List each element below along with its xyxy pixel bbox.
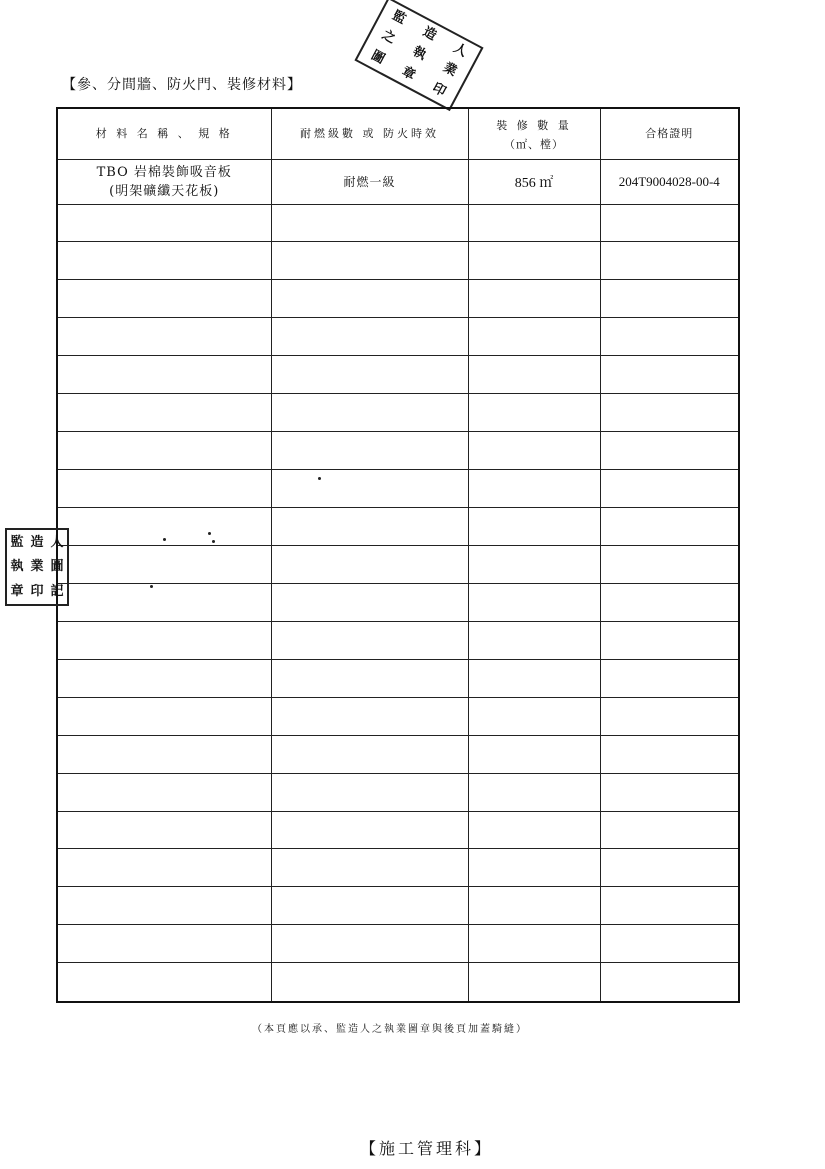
table-cell-empty [468, 659, 600, 697]
table-cell-empty [58, 735, 271, 773]
table-cell-empty [468, 394, 600, 432]
bottom-stamp-text: 施工管理科 [379, 1139, 475, 1158]
table-row [58, 849, 738, 887]
table-row [58, 735, 738, 773]
cell-quantity: 856 ㎡ [468, 159, 600, 204]
table-cell-empty [468, 773, 600, 811]
table-row [58, 470, 738, 508]
table-cell-empty [600, 318, 738, 356]
table-cell-empty [271, 621, 468, 659]
table-row [58, 508, 738, 546]
table-cell-empty [600, 432, 738, 470]
table-cell-empty [58, 849, 271, 887]
table-cell-empty [271, 811, 468, 849]
cell-certificate: 204T9004028-00-4 [600, 159, 738, 204]
table-header-row [58, 109, 738, 159]
section-title: 【參、分間牆、防火門、裝修材料】 [62, 77, 302, 93]
table-cell-empty [271, 318, 468, 356]
table-cell-empty [600, 849, 738, 887]
header-rating: 耐燃級數 或 防火時效 [271, 109, 468, 159]
table-row [58, 394, 738, 432]
table-cell-empty [58, 773, 271, 811]
table-cell-empty [600, 545, 738, 583]
materials-table [56, 107, 740, 1003]
table-cell-empty [58, 432, 271, 470]
table-cell-empty [600, 394, 738, 432]
table-cell-empty [58, 470, 271, 508]
table-cell-empty [468, 925, 600, 963]
seal-char: 圖 [368, 48, 388, 68]
table-cell-empty [468, 508, 600, 546]
seal-char: 印 [429, 80, 449, 100]
seal-char: 造 [30, 534, 44, 550]
seal-char: 監 [389, 8, 409, 28]
seal-char: 人 [450, 40, 470, 60]
seal-char: 記 [50, 584, 64, 600]
table-cell-empty [468, 621, 600, 659]
table-row [58, 159, 738, 204]
table-cell-empty [468, 545, 600, 583]
table-cell-empty [271, 849, 468, 887]
scan-speck [208, 532, 211, 535]
table-row [58, 356, 738, 394]
seal-stamp-top [354, 0, 483, 111]
table-cell-empty [600, 583, 738, 621]
table-cell-empty [271, 925, 468, 963]
table-cell-empty [271, 470, 468, 508]
table-cell-empty [468, 432, 600, 470]
table-cell-empty [271, 204, 468, 242]
table-cell-empty [271, 773, 468, 811]
seal-char: 監 [10, 534, 24, 550]
table-row [58, 697, 738, 735]
table-cell-empty [271, 583, 468, 621]
table-cell-empty [600, 659, 738, 697]
table-cell-empty [468, 318, 600, 356]
bracket-left: 【 [360, 1139, 380, 1158]
table-row [58, 887, 738, 925]
table-cell-empty [271, 394, 468, 432]
table-cell-empty [271, 545, 468, 583]
seal-char: 執 [409, 44, 429, 64]
table-cell-empty [271, 356, 468, 394]
table-row [58, 773, 738, 811]
table-row [58, 545, 738, 583]
table-cell-empty [271, 659, 468, 697]
table-cell-empty [600, 887, 738, 925]
table-cell-empty [58, 280, 271, 318]
table-cell-empty [58, 318, 271, 356]
bottom-stamp [360, 1136, 493, 1159]
table-cell-empty [468, 242, 600, 280]
table-cell-empty [600, 242, 738, 280]
cell-rating: 耐燃一級 [271, 159, 468, 204]
table-cell-empty [271, 697, 468, 735]
table-cell-empty [58, 242, 271, 280]
table-cell-empty [468, 811, 600, 849]
seal-char: 業 [30, 559, 44, 575]
table-cell-empty [58, 811, 271, 849]
seal-char: 之 [379, 28, 398, 48]
seal-char: 章 [10, 584, 24, 600]
table-cell-empty [271, 432, 468, 470]
header-quantity [468, 109, 600, 159]
scan-speck [150, 585, 153, 588]
table-row [58, 242, 738, 280]
table-cell-empty [271, 508, 468, 546]
table-cell-empty [58, 204, 271, 242]
table-cell-empty [468, 887, 600, 925]
table-row [58, 432, 738, 470]
table-row [58, 280, 738, 318]
table-cell-empty [600, 963, 738, 1001]
table-cell-empty [58, 925, 271, 963]
header-certificate: 合格證明 [600, 109, 738, 159]
table-row [58, 925, 738, 963]
table-cell-empty [58, 963, 271, 1001]
seal-char: 章 [399, 64, 418, 84]
header-quantity-unit: （㎡、樘） [504, 137, 564, 151]
table-cell-empty [58, 697, 271, 735]
table-cell-empty [58, 659, 271, 697]
table-cell-empty [468, 470, 600, 508]
table-row [58, 204, 738, 242]
table-cell-empty [600, 470, 738, 508]
table-cell-empty [600, 280, 738, 318]
table-cell-empty [600, 621, 738, 659]
table-cell-empty [468, 849, 600, 887]
table-cell-empty [468, 356, 600, 394]
table-row [58, 583, 738, 621]
table-cell-empty [58, 394, 271, 432]
table-cell-empty [600, 697, 738, 735]
table-cell-empty [271, 963, 468, 1001]
header-material-name: 材 料 名 稱 、 規 格 [58, 109, 271, 159]
seal-char: 執 [10, 559, 24, 575]
table-cell-empty [600, 773, 738, 811]
material-name-line2: (明架礦纖天花板) [109, 183, 220, 199]
cell-material-name [58, 159, 271, 204]
scan-speck [212, 540, 215, 543]
material-name-line1: TBO 岩棉裝飾吸音板 [96, 164, 232, 180]
table-cell-empty [600, 925, 738, 963]
header-quantity-label: 裝 修 數 量 [496, 118, 572, 132]
footnote: （本頁應以承、監造人之執業圖章與後頁加蓋騎縫） [252, 1024, 528, 1035]
table-cell-empty [271, 280, 468, 318]
seal-char: 印 [30, 584, 44, 600]
table-row [58, 963, 738, 1001]
table-cell-empty [600, 811, 738, 849]
table-cell-empty [600, 356, 738, 394]
seal-char: 圖 [50, 559, 64, 575]
table-cell-empty [468, 697, 600, 735]
scan-speck [163, 538, 166, 541]
table-cell-empty [468, 735, 600, 773]
table-cell-empty [58, 887, 271, 925]
bracket-right: 】 [474, 1139, 494, 1158]
table-row [58, 621, 738, 659]
table-cell-empty [58, 356, 271, 394]
seal-stamp-left [5, 528, 69, 606]
scan-speck [318, 477, 321, 480]
table-row [58, 318, 738, 356]
table-row [58, 659, 738, 697]
table-cell-empty [468, 963, 600, 1001]
table-row [58, 811, 738, 849]
table-cell-empty [468, 280, 600, 318]
table-cell-empty [600, 204, 738, 242]
table-cell-empty [468, 583, 600, 621]
seal-char: 造 [420, 24, 439, 44]
seal-char: 人 [50, 534, 64, 550]
table-cell-empty [600, 508, 738, 546]
table-cell-empty [58, 545, 271, 583]
table-cell-empty [58, 621, 271, 659]
table-cell-empty [58, 583, 271, 621]
seal-char: 業 [440, 60, 459, 80]
table-cell-empty [271, 887, 468, 925]
table-cell-empty [600, 735, 738, 773]
table-cell-empty [271, 242, 468, 280]
table-cell-empty [271, 735, 468, 773]
table-cell-empty [468, 204, 600, 242]
